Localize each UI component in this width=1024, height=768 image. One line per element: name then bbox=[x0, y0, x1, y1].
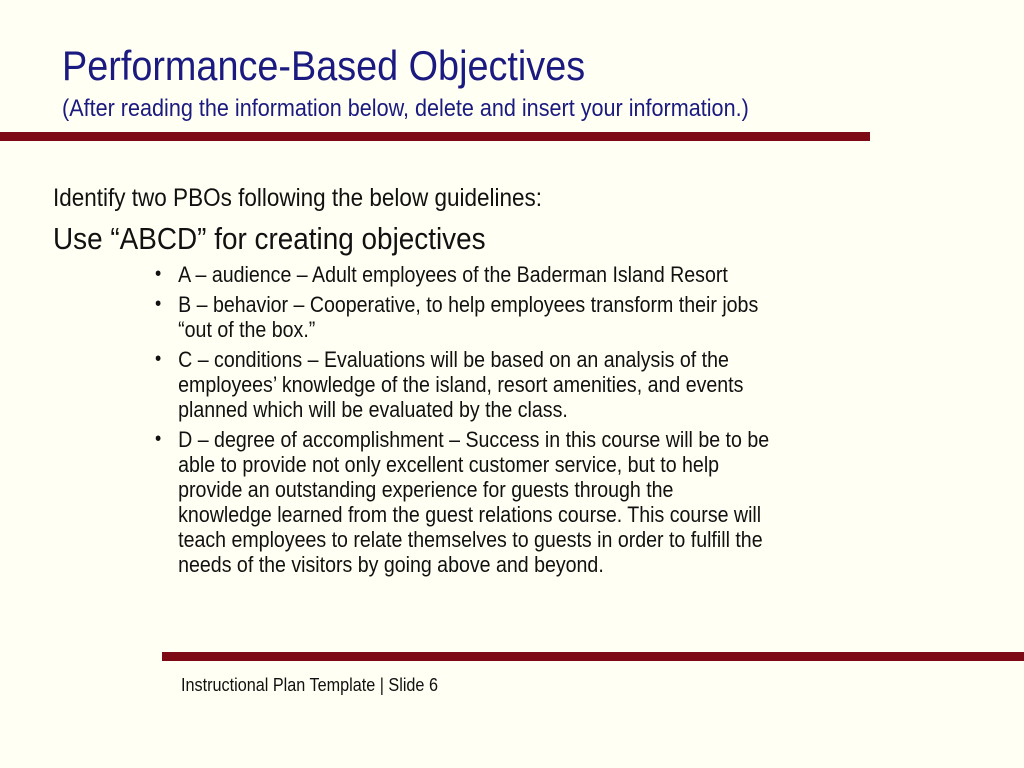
bullet-item-behavior bbox=[155, 292, 947, 342]
bullet-item-conditions bbox=[155, 347, 947, 422]
slide-title: Performance-Based Objectives bbox=[62, 42, 586, 89]
bullet-text: C – conditions – Evaluations will be based on an analysis of the employees’ knowledge of the island, resort amenities, and events planned which will be evaluated by the class. bbox=[178, 347, 744, 422]
slide-subtitle: (After reading the information below, delete and insert your information.) bbox=[62, 95, 749, 122]
bottom-divider-bar bbox=[162, 652, 1024, 661]
bullet-list bbox=[155, 262, 947, 582]
bullet-text: D – degree of accomplishment – Success in this course will be to be able to provide not only excellent customer service, but to help provide an outstanding experience for guests through the knowledge learned from the guest relations course. This course will teach employees to relate themselves to guests in order to fulfill the needs of the visitors by going above and beyond. bbox=[178, 427, 770, 577]
bullet-dot-icon: • bbox=[155, 348, 162, 370]
section-heading: Use “ABCD” for creating objectives bbox=[53, 221, 486, 256]
bullet-text: B – behavior – Cooperative, to help employees transform their jobs “out of the box.” bbox=[178, 292, 759, 342]
bullet-item-audience bbox=[155, 262, 947, 287]
bullet-text: A – audience – Adult employees of the Baderman Island Resort bbox=[178, 262, 728, 287]
slide-footer: Instructional Plan Template | Slide 6 bbox=[181, 675, 438, 695]
intro-text: Identify two PBOs following the below guidelines: bbox=[53, 184, 543, 212]
bullet-dot-icon: • bbox=[155, 263, 162, 285]
top-divider-bar bbox=[0, 132, 870, 141]
bullet-dot-icon: • bbox=[155, 428, 162, 450]
bullet-dot-icon: • bbox=[155, 293, 162, 315]
bullet-item-degree bbox=[155, 427, 947, 577]
